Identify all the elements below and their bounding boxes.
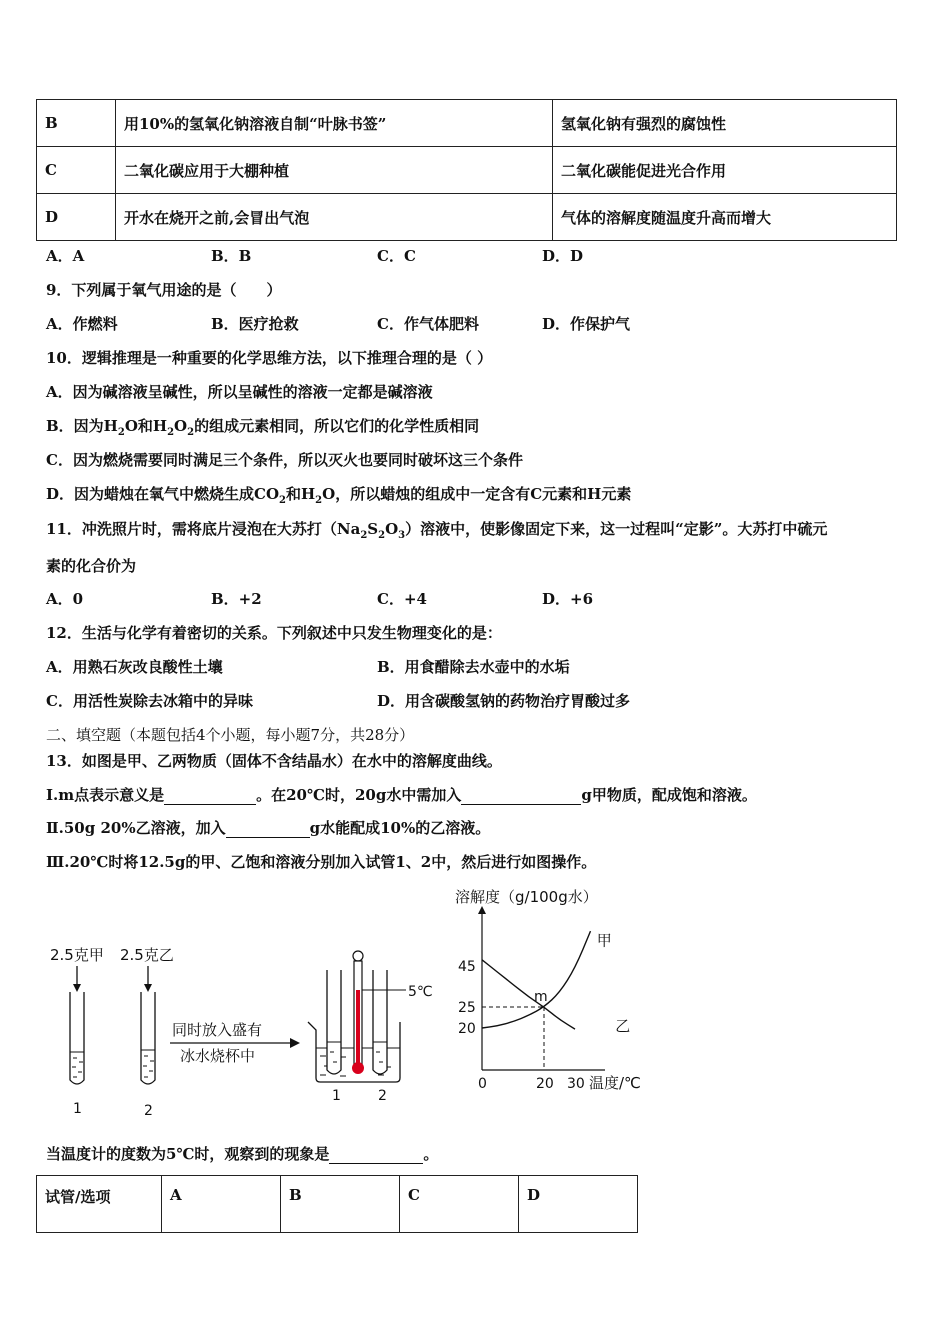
row-label: C (37, 147, 116, 194)
q13-observation: 当温度计的度数为5℃时，观察到的现象是 。 (46, 1145, 439, 1163)
q11-option-b: B．+2 (211, 590, 262, 608)
q12-option-b: B．用食醋除去水壶中的水垢 (377, 658, 570, 676)
q13-part-iii: Ⅲ.20℃时将12.5g的甲、乙饱和溶液分别加入试管1、2中，然后进行如图操作。 (46, 853, 597, 871)
beaker-tube-1-icon (327, 970, 341, 1074)
test-tube-2-icon (141, 992, 155, 1084)
chart-xlabel: 温度/℃ (589, 1074, 641, 1092)
q8-option-c: C．C (377, 247, 416, 265)
beaker-tube1-number: 1 (332, 1088, 341, 1104)
answer-blank[interactable] (226, 821, 310, 838)
q13-part-ii: Ⅱ.50g 20%乙溶液，加入 g水能配成10%的乙溶液。 (46, 819, 491, 837)
answer-blank[interactable] (461, 788, 581, 805)
thermometer-mercury (356, 990, 360, 1068)
top-table (36, 99, 897, 241)
y-axis-arrow-icon (478, 906, 486, 914)
y-tick-label: 45 (458, 959, 476, 975)
tube1-number: 1 (73, 1101, 82, 1117)
table-col-c: C (400, 1176, 519, 1233)
q8-option-d: D．D (542, 247, 584, 265)
q9-option-c: C．作气体肥料 (377, 315, 479, 333)
solubility-chart (445, 880, 675, 1105)
q10-option-a: A．因为碱溶液呈碱性，所以呈碱性的溶液一定都是碱溶液 (46, 383, 433, 401)
x-tick-label: 30 (567, 1076, 585, 1092)
arrow-caption-1: 同时放入盛有 (172, 1021, 263, 1039)
q10-stem: 10．逻辑推理是一种重要的化学思维方法，以下推理合理的是（ ） (46, 349, 493, 367)
row-phenomenon: 开水在烧开之前,会冒出气泡 (116, 194, 553, 241)
y-tick-label: 25 (458, 1000, 476, 1016)
q9-option-b: B．医疗抢救 (211, 315, 299, 333)
arrowhead-icon (290, 1038, 300, 1048)
table-row (37, 1176, 638, 1233)
q11-option-a: A．0 (46, 590, 84, 608)
beaker-tube-2-icon (373, 970, 387, 1074)
series-line-jia (482, 931, 591, 1028)
q8-option-b: B．B (211, 247, 252, 265)
row-explanation: 气体的溶解度随温度升高而增大 (553, 194, 897, 241)
thermometer-top-icon (353, 951, 363, 961)
q12-option-d: D．用含碳酸氢钠的药物治疗胃酸过多 (377, 692, 631, 710)
q9-stem: 9．下列属于氧气用途的是（ ） (46, 281, 282, 299)
test-tube-1-icon (70, 992, 84, 1084)
arrow-caption-2: 冰水烧杯中 (180, 1047, 256, 1065)
series-label-yi: 乙 (615, 1017, 631, 1036)
table-row (37, 147, 897, 194)
q10-option-d: D．因为蜡烛在氧气中燃烧生成$CO_2$和$H_2O$，所以蜡烛的组成中一定含有C元素和H元素 (46, 485, 632, 506)
table-row (37, 100, 897, 147)
q11-option-c: C．+4 (377, 590, 427, 608)
x-tick-label: 20 (536, 1076, 554, 1092)
q13-stem: 13．如图是甲、乙两物质（固体不含结晶水）在水中的溶解度曲线。 (46, 752, 502, 770)
q10-option-b: B．因为$H_2O$和$H_2O_2$的组成元素相同，所以它们的化学性质相同 (46, 417, 480, 438)
series-label-jia: 甲 (596, 931, 612, 950)
q11-option-d: D．+6 (542, 590, 594, 608)
q12-option-a: A．用熟石灰改良酸性土壤 (46, 658, 223, 676)
table-row (37, 194, 897, 241)
chart-ylabel: 溶解度（g/100g水） (455, 888, 598, 906)
q8-option-a: A．A (46, 247, 85, 265)
tube1-liquid (70, 1052, 84, 1077)
table-col-d: D (519, 1176, 638, 1233)
row-phenomenon: 用10%的氢氧化钠溶液自制“叶脉书签” (116, 100, 553, 147)
table-col-b: B (281, 1176, 400, 1233)
x-tick-label: 0 (478, 1076, 487, 1092)
tube2-liquid (141, 1050, 155, 1077)
q13-part-i: Ⅰ.m点表示意义是 。在20℃时，20g水中需加入 g甲物质，配成饱和溶液。 (46, 786, 757, 804)
q10-option-c: C．因为燃烧需要同时满足三个条件，所以灭火也要同时破坏这三个条件 (46, 451, 523, 469)
row-label: D (37, 194, 116, 241)
bottom-table (36, 1175, 638, 1233)
answer-blank[interactable] (329, 1147, 423, 1164)
tube2-number: 2 (144, 1103, 153, 1119)
beaker-temp-label: 5℃ (408, 984, 433, 1000)
row-phenomenon: 二氧化碳应用于大棚种植 (116, 147, 553, 194)
table-col-a: A (162, 1176, 281, 1233)
intersection-label: m (534, 989, 548, 1005)
tube1-label: 2.5克甲 (50, 946, 104, 964)
table-header-cell: 试管/选项 (37, 1176, 162, 1233)
row-label: B (37, 100, 116, 147)
y-tick-label: 20 (458, 1021, 476, 1037)
answer-blank[interactable] (164, 788, 256, 805)
beaker-tube2-number: 2 (378, 1088, 387, 1104)
section-heading: 二、填空题（本题包括4个小题，每小题7分，共28分） (46, 726, 415, 744)
q11-stem: 11．冲洗照片时，需将底片浸泡在大苏打$(Na_2S_2O_3)$溶液中，使影像固定下来，这一过程叫“定影”。大苏打中硫元 (46, 520, 828, 541)
experiment-figure (40, 930, 450, 1130)
tube2-label: 2.5克乙 (120, 946, 174, 964)
row-explanation: 氢氧化钠有强烈的腐蚀性 (553, 100, 897, 147)
arrowhead-icon (144, 984, 152, 992)
q9-option-d: D．作保护气 (542, 315, 631, 333)
q9-option-a: A．作燃料 (46, 315, 118, 333)
arrowhead-icon (73, 984, 81, 992)
thermometer-bulb-icon (352, 1062, 364, 1074)
series-line-yi (482, 960, 575, 1029)
q12-stem: 12．生活与化学有着密切的关系。下列叙述中只发生物理变化的是： (46, 624, 502, 642)
row-explanation: 二氧化碳能促进光合作用 (553, 147, 897, 194)
q11-stem-cont: 素的化合价为 (46, 557, 137, 575)
q12-option-c: C．用活性炭除去冰箱中的异味 (46, 692, 253, 710)
